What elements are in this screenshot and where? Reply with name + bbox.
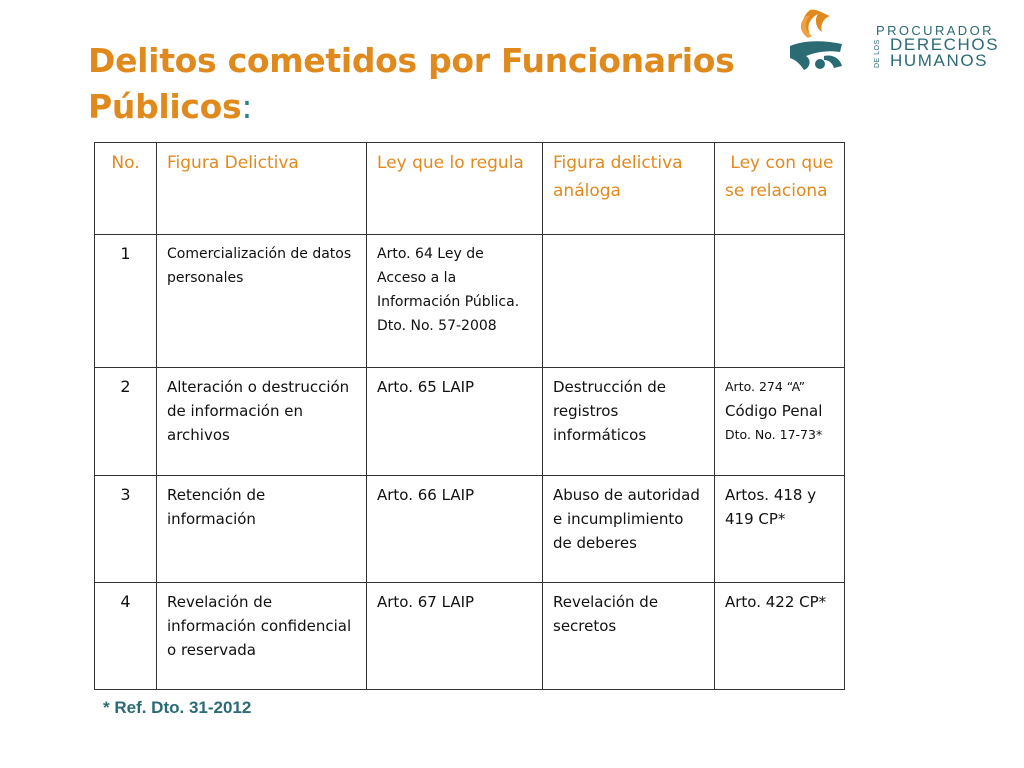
cell-no: 1	[95, 235, 157, 368]
cell-analoga: Abuso de autoridad e incumplimiento de deberes	[543, 476, 715, 583]
cell-analoga: Destrucción de registros informáticos	[543, 368, 715, 476]
header-relaciona: Ley con que se relaciona	[715, 143, 845, 235]
logo-text	[876, 24, 1024, 69]
table-row	[95, 235, 845, 368]
cell-no: 3	[95, 476, 157, 583]
cell-ley: Arto. 65 LAIP	[367, 368, 543, 476]
cell-no: 4	[95, 583, 157, 690]
cell-figura: Alteración o destrucción de información en archivos	[157, 368, 367, 476]
table-row	[95, 368, 845, 476]
cell-ley: Arto. 66 LAIP	[367, 476, 543, 583]
cell-relaciona: Arto. 422 CP*	[715, 583, 845, 690]
crimes-table	[94, 142, 845, 690]
cell-figura: Revelación de información confidencial o reservada	[157, 583, 367, 690]
cell-relaciona	[715, 368, 845, 476]
table-header-row	[95, 143, 845, 235]
logo-line-1: PROCURADOR	[876, 23, 994, 38]
relaciona-line-b: Código Penal	[725, 402, 823, 420]
cell-relaciona	[715, 235, 845, 368]
table-row	[95, 476, 845, 583]
logo-line-3: HUMANOS	[890, 51, 989, 70]
relaciona-line-c: Dto. No. 17-73*	[725, 427, 823, 442]
header-no: No.	[95, 143, 157, 235]
cell-analoga: Revelación de secretos	[543, 583, 715, 690]
table-row	[95, 583, 845, 690]
logo-line-2: DERECHOS	[890, 35, 1000, 54]
header-ley: Ley que lo regula	[367, 143, 543, 235]
cell-no: 2	[95, 368, 157, 476]
relaciona-line-a: Arto. 274 “A”	[725, 379, 806, 394]
cell-analoga	[543, 235, 715, 368]
slide-title-text: Delitos cometidos por Funcionarios Públicos	[88, 41, 735, 126]
logo-side-text: DE LOS	[874, 39, 881, 68]
cell-figura: Retención de información	[157, 476, 367, 583]
footnote: * Ref. Dto. 31-2012	[103, 698, 252, 717]
slide-title-colon: :	[241, 87, 253, 126]
cell-ley: Arto. 67 LAIP	[367, 583, 543, 690]
cell-figura: Comercialización de datos personales	[157, 235, 367, 368]
cell-relaciona: Artos. 418 y 419 CP*	[715, 476, 845, 583]
cell-ley: Arto. 64 Ley de Acceso a la Información Pública. Dto. No. 57-2008	[367, 235, 543, 368]
slide-title	[88, 38, 788, 130]
header-analoga: Figura delictiva análoga	[543, 143, 715, 235]
header-figura: Figura Delictiva	[157, 143, 367, 235]
